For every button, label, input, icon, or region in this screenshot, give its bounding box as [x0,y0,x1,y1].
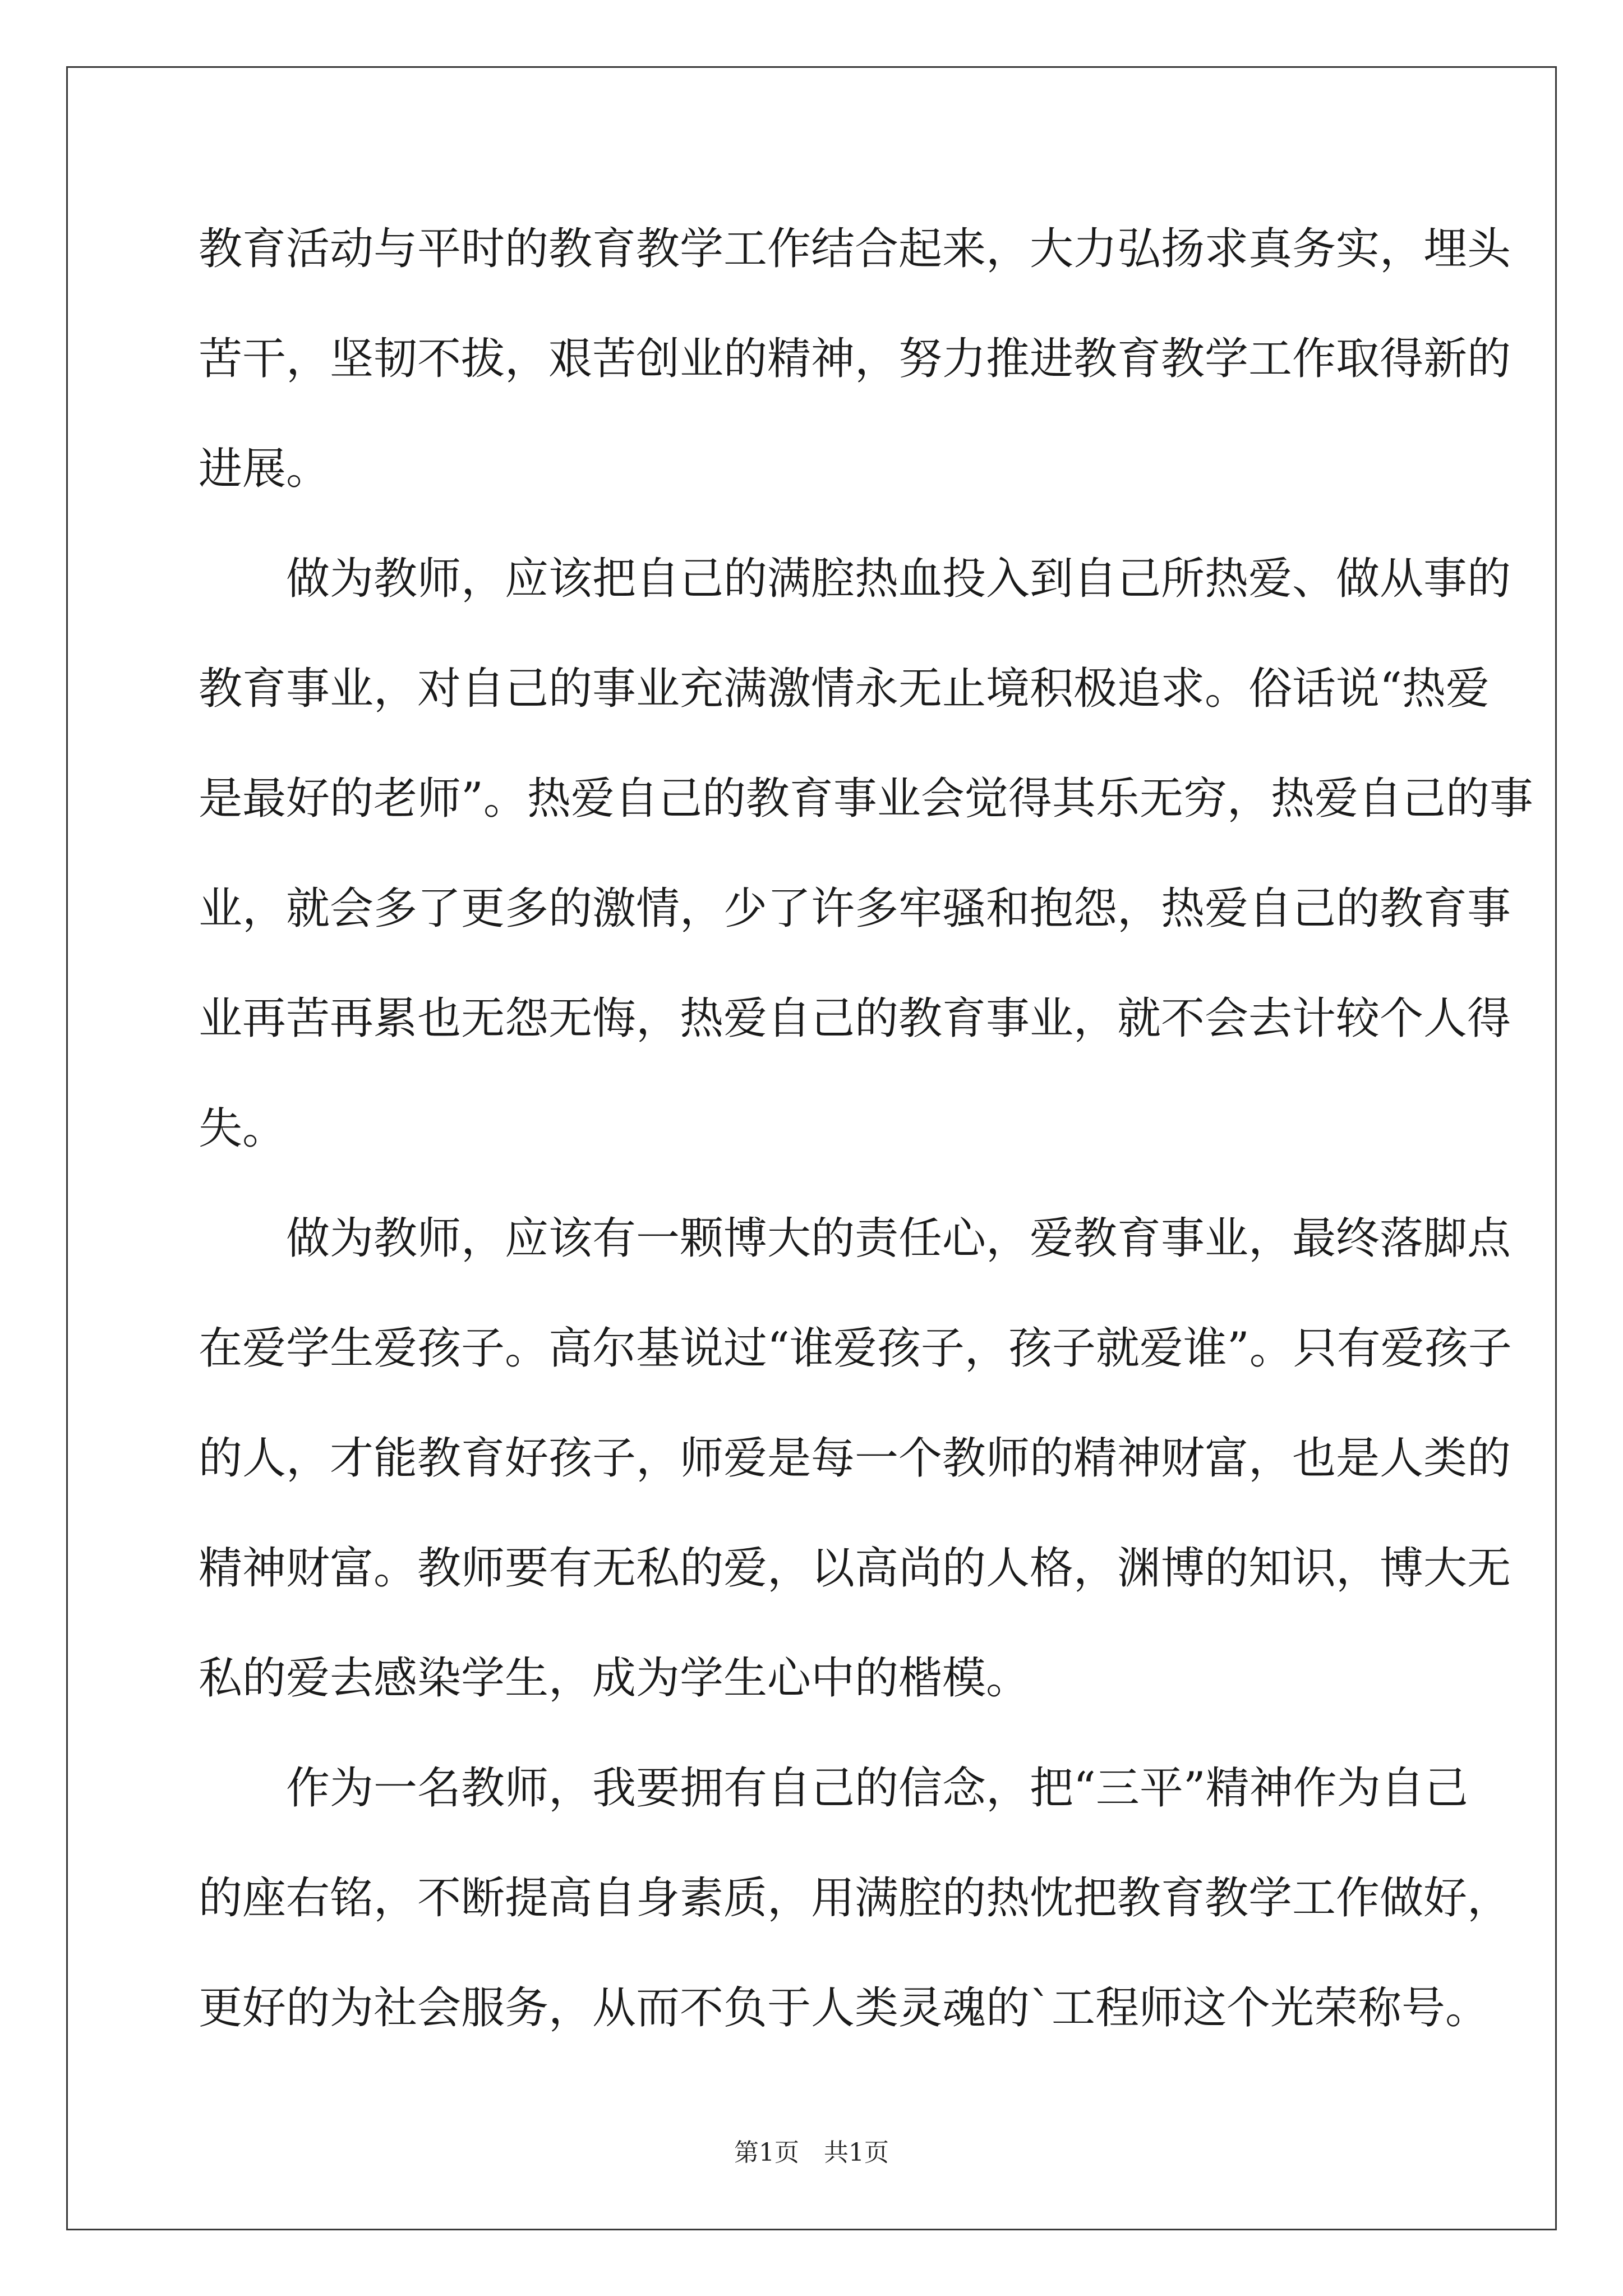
text-line-14: 私的爱去感染学生，成为学生心中的楷模。 [199,1653,1030,1704]
text-line-15: 作为一名教师，我要拥有自己的信念，把“三平”精神作为自己 [199,1763,1468,1814]
text-line-7: 业，就会多了更多的激情，少了许多牢骚和抱怨，热爱自己的教育事 [199,884,1511,934]
text-line-9: 失。 [199,1103,287,1154]
text-line-17: 更好的为社会服务，从而不负于人类灵魂的`工程师这个光荣称号。 [199,1983,1490,2033]
text-line-1: 教育活动与平时的教育教学工作结合起来，大力弘扬求真务实，埋头 [199,224,1511,274]
text-line-12: 的人，才能教育好孩子，师爱是每一个教师的精神财富，也是人类的 [199,1433,1511,1484]
text-line-3: 进展。 [199,444,330,494]
text-line-4: 做为教师，应该把自己的满腔热血投入到自己所热爱、做从事的 [199,554,1511,604]
text-line-6: 是最好的老师”。热爱自己的教育事业会觉得其乐无穷，热爱自己的事 [199,774,1533,824]
text-line-5: 教育事业，对自己的事业充满激情永无止境积极追求。俗话说“热爱 [199,664,1490,714]
text-line-13: 精神财富。教师要有无私的爱，以高尚的人格，渊博的知识，博大无 [199,1543,1511,1594]
text-line-16: 的座右铭，不断提高自身素质，用满腔的热忱把教育教学工作做好， [199,1873,1511,1924]
page-footer: 第1页 共1页 [734,2138,889,2167]
text-line-2: 苦干，坚韧不拔，艰苦创业的精神，努力推进教育教学工作取得新的 [199,334,1511,384]
text-line-11: 在爱学生爱孩子。高尔基说过“谁爱孩子，孩子就爱谁”。只有爱孩子 [199,1323,1512,1374]
text-line-8: 业再苦再累也无怨无悔，热爱自己的教育事业，就不会去计较个人得 [199,993,1511,1044]
text-line-10: 做为教师，应该有一颗博大的责任心，爱教育事业，最终落脚点 [199,1213,1511,1264]
